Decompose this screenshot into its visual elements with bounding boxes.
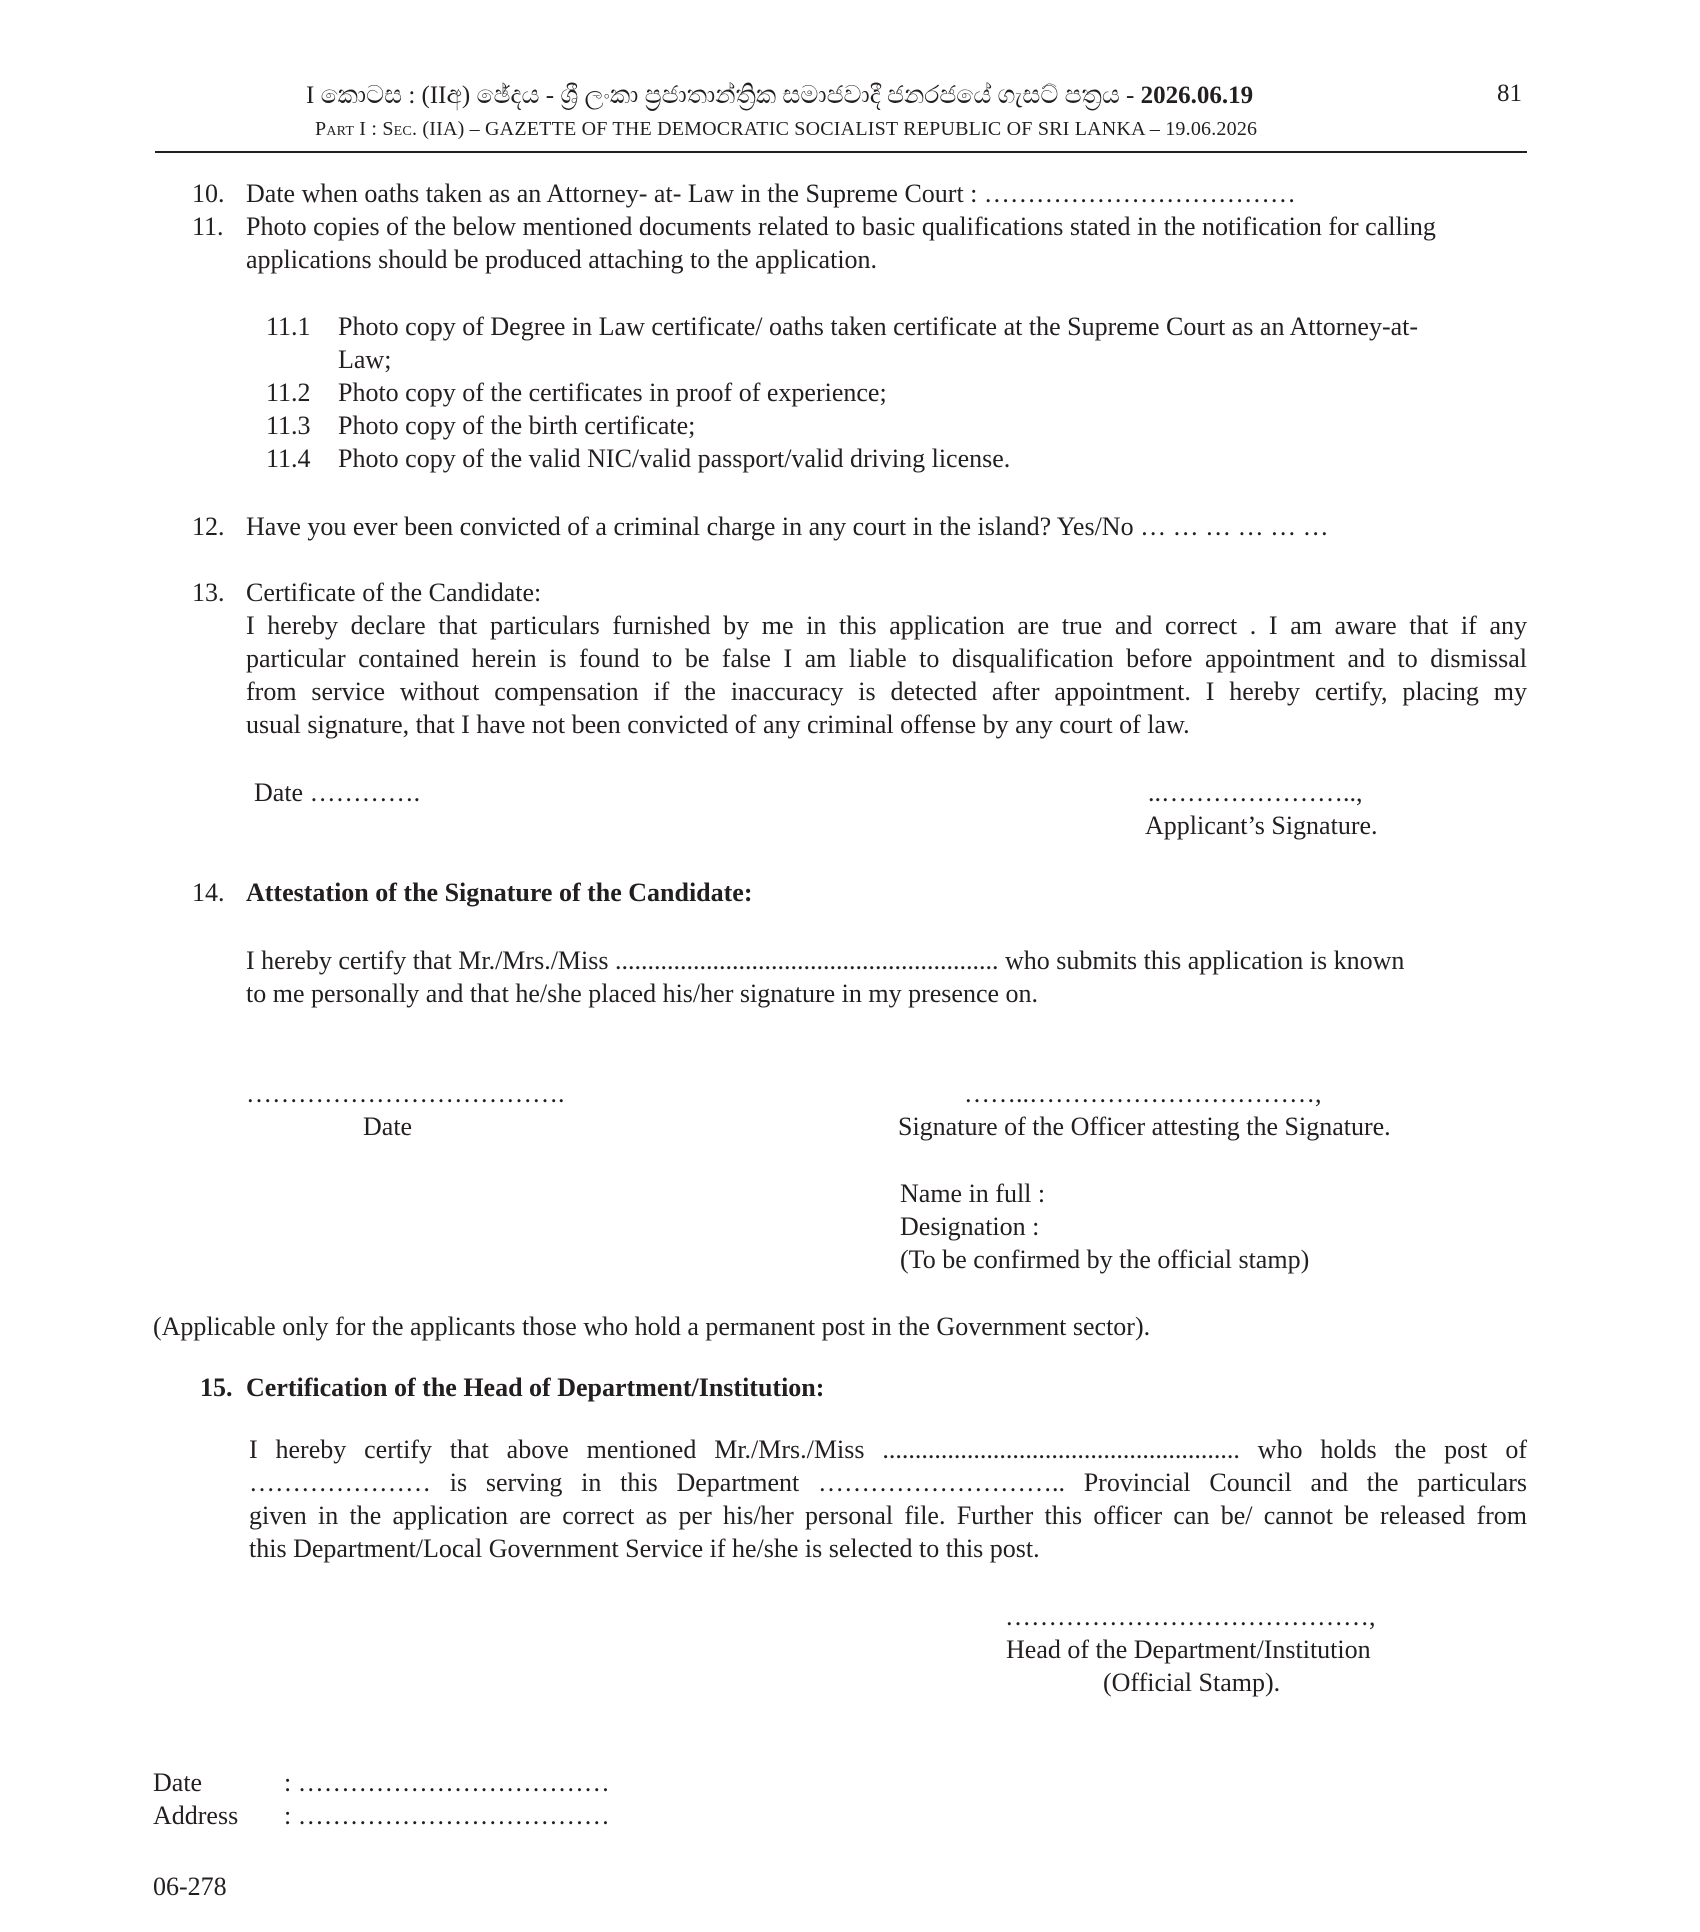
item-11-number: 11.	[192, 212, 224, 241]
item-15-title: Certification of the Head of Department/Institution:	[246, 1373, 825, 1402]
footer-address-value: : ………………………………	[284, 1801, 610, 1830]
item-10-number: 10.	[192, 179, 225, 208]
item-13-line: particular contained herein is found to be false I am liable to disqualification before appointment and to dismissal	[246, 644, 1527, 673]
footer-address-label: Address	[153, 1801, 239, 1830]
item-11-line-2: applications should be produced attaching to the application.	[246, 245, 878, 274]
item-10-text: Date when oaths taken as an Attorney- at- Law in the Supreme Court : ………………………………	[246, 179, 1296, 208]
item-15-number: 15.	[200, 1373, 233, 1402]
item-13-line: usual signature, that I have not been convicted of any criminal offense by any court of law.	[246, 710, 1190, 739]
subitem-text-cont: Law;	[338, 345, 392, 374]
item-14-signature-dots: ……..……………………………,	[964, 1079, 1322, 1108]
header-rule	[155, 151, 1527, 153]
item-14-number: 14.	[192, 878, 225, 907]
page-number: 81	[1497, 80, 1522, 107]
subitem-number: 11.3	[266, 411, 311, 440]
header-sinhala-line	[306, 82, 1253, 110]
footer-code: 06-278	[153, 1872, 227, 1901]
header-part: Part	[315, 118, 355, 140]
item-13-line: I hereby declare that particulars furnished by me in this application are true and correct . I am aware that if any	[246, 611, 1527, 640]
applicable-note: (Applicable only for the applicants those who hold a permanent post in the Government sector).	[153, 1312, 1151, 1341]
item-14-stamp-note: (To be confirmed by the official stamp)	[900, 1245, 1310, 1274]
item-13-number: 13.	[192, 578, 225, 607]
subitem-text: Photo copy of the birth certificate;	[338, 411, 696, 440]
item-15-line: given in the application are correct as per his/her personal file. Further this officer can be/ cannot be released from	[249, 1501, 1527, 1530]
item-14-name-label: Name in full :	[900, 1179, 1046, 1208]
subitem-text: Photo copy of the valid NIC/valid passport/valid driving license.	[338, 444, 1011, 473]
header-english-line	[315, 118, 1257, 141]
item-13-line: from service without compensation if the inaccuracy is detected after appointment. I hereby certify, placing my	[246, 677, 1527, 706]
item-15-signature-dots: ……………………………………,	[1005, 1602, 1376, 1631]
header-sinhala-text: I කොටස : (IIඅ) ඡේදය - ශ්‍රී ලංකා ප්‍රජාතාන්ත්‍රික සමාජවාදී ජනරජයේ ගැසට් පත්‍රය -	[306, 82, 1141, 109]
subitem-number: 11.2	[266, 378, 311, 407]
item-15-head-label: Head of the Department/Institution	[1006, 1635, 1371, 1664]
subitem-text: Photo copy of the certificates in proof of experience;	[338, 378, 887, 407]
item-12-text: Have you ever been convicted of a criminal charge in any court in the island? Yes/No … … … … … …	[246, 512, 1329, 541]
item-14-line-1: I hereby certify that Mr./Mrs./Miss ........................................................... who submits this application is known	[246, 946, 1405, 975]
item-14-title: Attestation of the Signature of the Candidate:	[246, 878, 753, 907]
subitem-text: Photo copy of Degree in Law certificate/ oaths taken certificate at the Supreme Court as an Attorney-at-	[338, 312, 1419, 341]
item-14-designation-label: Designation :	[900, 1212, 1040, 1241]
item-13-title: Certificate of the Candidate:	[246, 578, 542, 607]
header-sec: Sec.	[382, 118, 418, 140]
footer-date-value: : ………………………………	[284, 1768, 610, 1797]
item-13-signature-label: Applicant’s Signature.	[1145, 811, 1378, 840]
subitem-number: 11.1	[266, 312, 311, 341]
item-14-signature-label: Signature of the Officer attesting the Signature.	[898, 1112, 1391, 1141]
item-14-date-dots: ……………………………….	[246, 1079, 565, 1108]
subitem-number: 11.4	[266, 444, 311, 473]
item-13-signature-dots: ..…………………..,	[1148, 778, 1363, 807]
item-15-line: I hereby certify that above mentioned Mr./Mrs./Miss ....................................................... who holds the post of	[249, 1435, 1527, 1464]
item-15-stamp-label: (Official Stamp).	[1103, 1668, 1281, 1697]
header-roman: I :	[359, 118, 378, 140]
header-english-rest: (IIA) – GAZETTE OF THE DEMOCRATIC SOCIALIST REPUBLIC OF SRI LANKA – 19.06.2026	[422, 118, 1258, 140]
item-14-date-label: Date	[363, 1112, 413, 1141]
footer-date-label: Date	[153, 1768, 203, 1797]
item-14-line-2: to me personally and that he/she placed his/her signature in my presence on.	[246, 979, 1039, 1008]
item-15-line: ………………… is serving in this Department ……………………….. Provincial Council and the particulars	[249, 1468, 1527, 1497]
item-13-date: Date ………….	[254, 778, 421, 807]
item-12-number: 12.	[192, 512, 225, 541]
header-sinhala-date: 2026.06.19	[1140, 82, 1254, 109]
item-15-last-line: this Department/Local Government Service if he/she is selected to this post.	[249, 1534, 1040, 1563]
item-11-line-1: Photo copies of the below mentioned documents related to basic qualifications stated in the notification for calling	[246, 212, 1436, 241]
